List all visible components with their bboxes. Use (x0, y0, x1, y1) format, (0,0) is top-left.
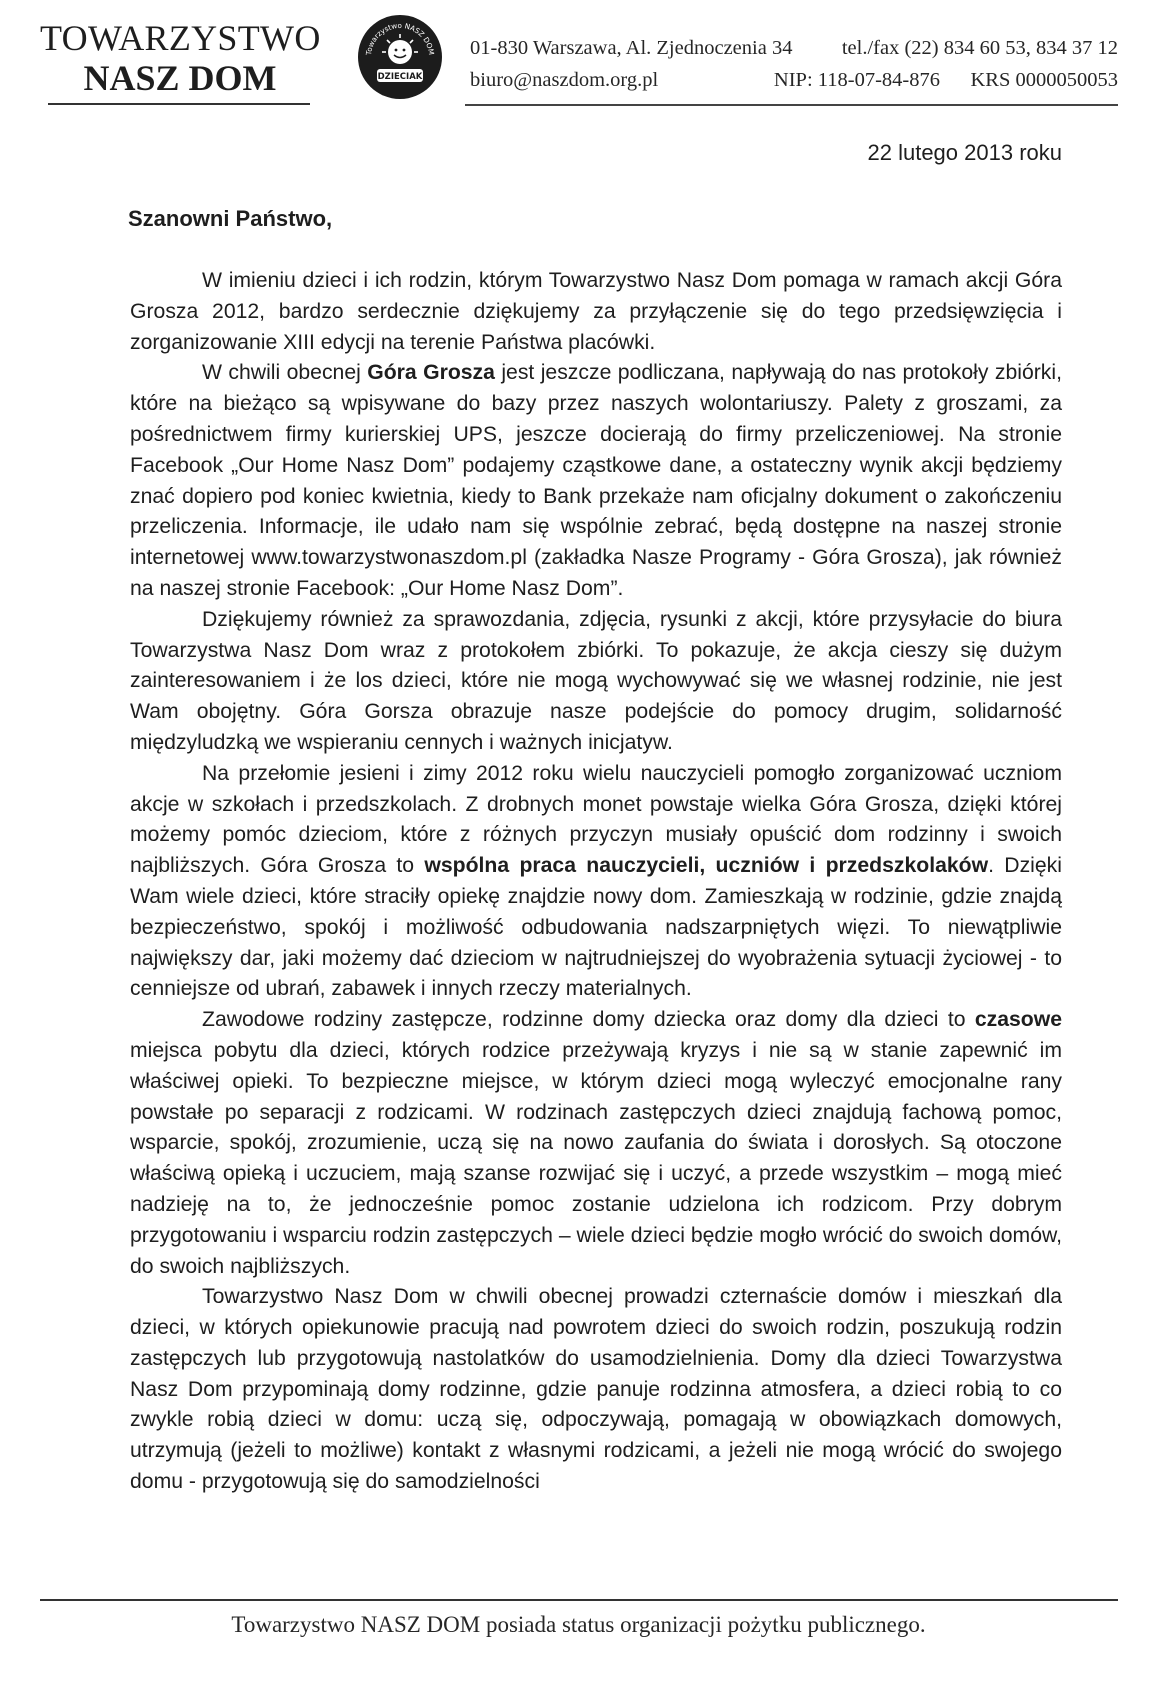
logo-band-text: DZIECIAK (377, 72, 423, 82)
footer-divider (40, 1599, 1118, 1601)
email: biuro@naszdom.org.pl (470, 69, 659, 91)
text-run: Towarzystwo Nasz Dom w chwili obecnej prowadzi czternaście domów i mieszkań dla dzieci, w których opiekunowie pracują nad powrotem dzieci do swoich rodzin, poszukują rodzin zastępczych lub przygotowują nastolatków do usamodzielnienia. Domy dla dzieci Towarzystwa Nasz Dom przypominają domy rodzinne, gdzie panuje rodzinna atmosfera, a dzieci robią to co zwykle robią dzieci w domu: uczą się, odpoczywają, pomagają w obowiązkach domowych, utrzymują (jeżeli to możliwe) kontakt z własnymi rodzicami, a jeżeli nie mogą wrócić do swojego domu - przygotowują się do samodzielności (130, 1285, 1062, 1494)
text-run: W chwili obecnej (202, 361, 368, 385)
bold-phrase: wspólna praca nauczycieli, uczniów i przedszkolaków (424, 854, 989, 878)
text-run: Dziękujemy również za sprawozdania, zdjęcia, rysunki z akcji, które przysyłacie do biura Towarzystwa Nasz Dom wraz z protokołem zbiórki. To pokazuje, że akcja cieszy się dużym zainteresowaniem i że los dzieci, które nie mogą wychowywać się we własnej rodzinie, nie jest Wam obojętny. Góra Gorsza obrazuje nasze podejście do pomocy drugim, solidarność międzyludzką we wspieraniu cennych i ważnych inicjatyw. (130, 607, 1062, 754)
bold-phrase: Góra Grosza (367, 361, 495, 385)
letter-body (130, 266, 1062, 1498)
text-run: W imieniu dzieci i ich rodzin, którym Towarzystwo Nasz Dom pomaga w ramach akcji Góra Grosza 2012, bardzo serdecznie dziękujemy za przyłączenie się do tego przedsięwzięcia i zorganizowanie XIII edycji na terenie Państwa placówki. (130, 269, 1062, 354)
letter-paragraph (130, 1282, 1062, 1498)
bold-phrase: czasowe (974, 1008, 1062, 1032)
letter-paragraph (130, 266, 1062, 358)
footer-note: Towarzystwo NASZ DOM posiada status organizacji pożytku publicznego. (231, 1612, 926, 1637)
letter-paragraph (130, 1005, 1062, 1282)
letter-paragraph (130, 759, 1062, 1005)
phone-fax: tel./fax (22) 834 60 53, 834 37 12 (841, 37, 1118, 59)
smiling-sun-logo-icon (357, 14, 443, 100)
text-run: Na przełomie jesieni i zimy 2012 roku wielu nauczycieli pomogło zorganizować uczniom akcje w szkołach i przedszkolach. Z drobnych monet powstaje wielka Góra Grosza, dzięki której możemy pomóc dzieciom, które z różnych przyczyn musiały opuścić dom rodzinny i swoich najbliższych. Góra Grosza to (130, 761, 1062, 878)
text-run: miejsca pobytu dla dzieci, których rodzice przeżywają kryzys i nie są w stanie zapewnić im właściwej opieki. To bezpieczne miejsce, w którym dzieci mogą wyleczyć emocjonalne rany powstałe po separacji z rodzicami. W rodzinach zastępczych dzieci znajdują fachową pomoc, wsparcie, spokój, zrozumienie, uczą się na nowo zaufania do świata i dorosłych. Są otoczone właściwą opieką i uczuciem, mają szanse rozwijać się i uczyć, a przede wszystkim – mogą mieć nadzieję na to, że jednocześnie pomoc zostanie udzielona ich rodzicom. Przy dobrym przygotowaniu i wsparciu rodzin zastępczych – wiele dzieci będzie mogło wrócić do swoich domów, do swoich najbliższych. (130, 1038, 1062, 1278)
logo-arc-text: Towarzystwo NASZ DOM (364, 20, 437, 56)
letter-paragraph (130, 358, 1062, 604)
text-run: . Dzięki Wam wiele dzieci, które straciły opiekę znajdzie nowy dom. Zamieszkają w rodzinie, gdzie znajdą bezpieczeństwo, spokój i możliwość odbudowania nadszarpniętych więzi. To niewątpliwie największy dar, jaki możemy dać dzieciom w najtrudniejszej do wyobrażenia sytuacji życiowej - to cenniejsze od ubrań, zabawek i innych rzeczy materialnych. (130, 854, 1062, 1001)
organization-name-line1: TOWARZYSTWO (40, 18, 321, 58)
letter-date: 22 lutego 2013 roku (867, 140, 1062, 165)
salutation: Szanowni Państwo, (128, 206, 333, 231)
organization-name (40, 18, 320, 98)
header-divider (465, 104, 1118, 106)
text-run: Zawodowe rodziny zastępcze, rodzinne domy dziecka oraz domy dla dzieci to (202, 1008, 975, 1032)
organization-name-line2: NASZ DOM (83, 58, 277, 98)
nip-number: NIP: 118-07-84-876 (773, 69, 940, 91)
text-run: jest jeszcze podliczana, napływają do nas protokoły zbiórki, które na bieżąco są wpisywane do bazy przez naszych wolontariuszy. Palety z groszami, za pośrednictwem firmy kurierskiej UPS, jeszcze docierają do firmy przeliczeniowej. Na stronie Facebook „Our Home Nasz Dom” podajemy cząstkowe dane, a ostateczny wynik akcji będziemy znać dopiero pod koniec kwietnia, kiedy to Bank przekaże nam oficjalny dokument o zakończeniu przeliczenia. Informacje, ile udało nam się wspólnie zebrać, będą dostępne na naszej stronie internetowej www.towarzystwonaszdom.pl (zakładka Nasze Programy - Góra Grosza), jak również na naszej stronie Facebook: „Our Home Nasz Dom”. (130, 361, 1062, 600)
krs-number: KRS 0000050053 (970, 69, 1118, 91)
letter-paragraph (130, 605, 1062, 759)
organization-name-underline (48, 103, 310, 105)
address: 01-830 Warszawa, Al. Zjednoczenia 34 (470, 37, 793, 59)
